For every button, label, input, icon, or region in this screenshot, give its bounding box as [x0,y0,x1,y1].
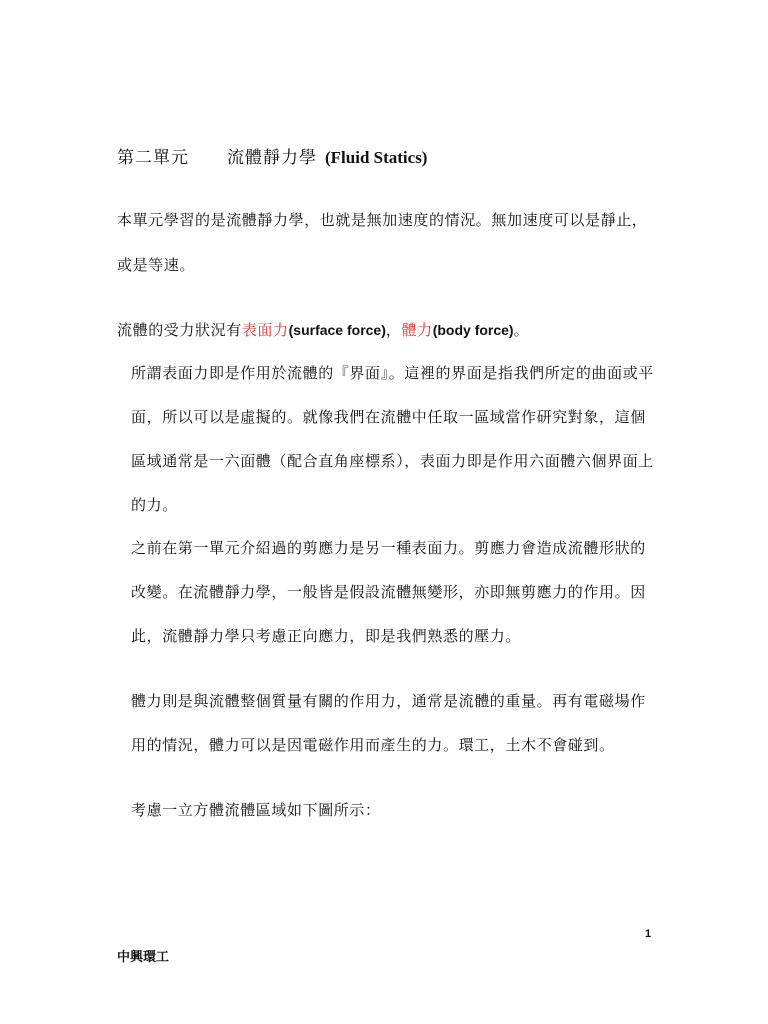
paragraph-1-line-2: 面，所以可以是虛擬的。就像我們在流體中任取一區域當作研究對象，這個 [131,408,646,426]
intro-line-1: 本單元學習的是流體靜力學，也就是無加速度的情況。無加速度可以是靜止， [117,211,648,229]
unit-topic-english: (Fluid Statics) [325,148,428,167]
forces-end: 。 [513,321,530,339]
body-force-term: 體力 [401,321,433,339]
unit-heading [117,143,427,168]
paragraph-1-line-4: 的力。 [131,496,178,514]
paragraph-3-line-1: 體力則是與流體整個質量有關的作用力，通常是流體的重量。再有電磁場作 [131,692,646,710]
paragraph-1-line-1: 所謂表面力即是作用於流體的『界面』。這裡的界面是指我們所定的曲面或平 [131,364,654,382]
forces-line [117,319,529,340]
paragraph-2-line-2: 改變。在流體靜力學，一般皆是假設流體無變形，亦即無剪應力的作用。因 [131,583,646,601]
paragraph-2-line-1: 之前在第一單元介紹過的剪應力是另一種表面力。剪應力會造成流體形狀的 [131,539,646,557]
page-number: 1 [645,928,652,940]
paragraph-3-line-2: 用的情況，體力可以是因電磁作用而產生的力。環工，土木不會碰到。 [131,736,615,754]
unit-topic: 流體靜力學 [227,148,317,168]
forces-separator: ， [385,321,402,339]
intro-line-2: 或是等速。 [117,256,196,274]
surface-force-english: (surface force) [288,322,386,338]
body-force-english: (body force) [432,322,514,338]
paragraph-1-line-3: 區域通常是一六面體（配合直角座標系），表面力即是作用六面體六個界面上 [131,452,654,470]
unit-number: 第二單元 [117,148,189,168]
page-footer: 中興環工 [117,950,170,965]
surface-force-term: 表面力 [241,321,289,339]
paragraph-2-line-3: 此，流體靜力學只考慮正向應力，即是我們熟悉的壓力。 [131,627,522,645]
forces-prefix: 流體的受力狀況有 [117,321,242,339]
paragraph-4: 考慮一立方體流體區域如下圖所示： [131,801,381,819]
